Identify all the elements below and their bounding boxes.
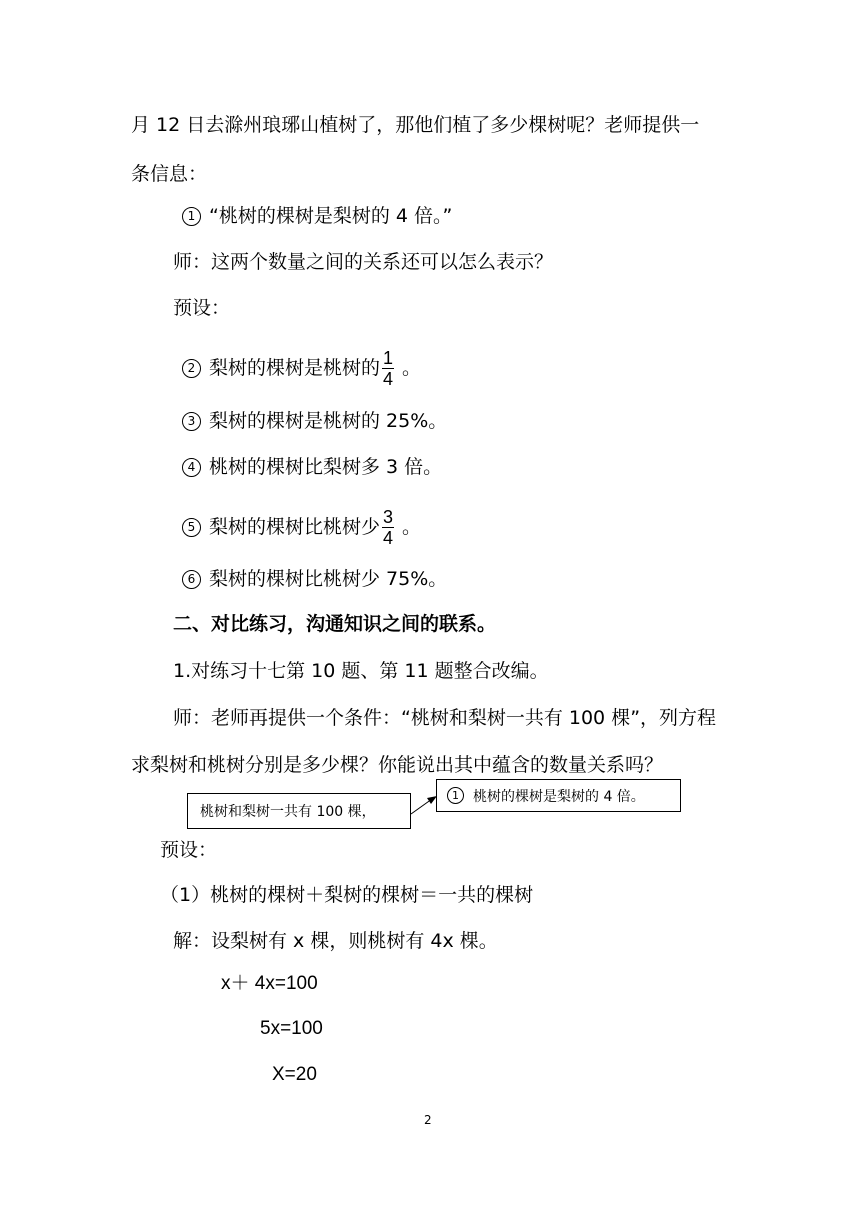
list-item-text: 桃树的棵树比梨树多 3 倍。 — [209, 456, 443, 478]
equation-line: x＋ 4x=100 — [221, 973, 318, 994]
teacher-question: 师：老师再提供一个条件：“桃树和梨树一共有 100 棵”，列方程 — [173, 707, 717, 729]
preset-label: 预设： — [160, 839, 218, 861]
relation-line: （1）桃树的棵树＋梨树的棵树＝一共的棵树 — [160, 884, 534, 906]
period: 。 — [402, 357, 422, 379]
exercise-line: 1.对练习十七第 10 题、第 11 题整合改编。 — [173, 660, 549, 682]
circled-number-marker: 2 — [182, 359, 201, 378]
equation-line: 5x=100 — [260, 1018, 323, 1039]
fraction — [382, 507, 394, 548]
fraction-numerator: 1 — [383, 348, 394, 368]
teacher-question: 师：这两个数量之间的关系还可以怎么表示？ — [173, 251, 554, 273]
condition-box-ratio — [436, 779, 681, 812]
condition-box-total — [187, 793, 411, 829]
list-item-1 — [182, 204, 452, 228]
box-text: 桃树和梨树一共有 100 棵， — [200, 804, 376, 820]
paragraph-line: 求梨树和桃树分别是多少棵？你能说出其中蕴含的数量关系吗？ — [131, 754, 664, 776]
list-item-2 — [182, 348, 421, 389]
list-item-3 — [182, 409, 447, 433]
circled-number-marker: 6 — [182, 570, 201, 589]
list-item-text: 梨树的棵树是桃树的 25%。 — [209, 410, 448, 432]
circled-number-marker: 3 — [182, 412, 201, 431]
list-item-text: 梨树的棵树比桃树少 75%。 — [209, 568, 448, 590]
list-item-text: 梨树的棵树是桃树的 — [209, 357, 381, 379]
box-text: 桃树的棵树是梨树的 4 倍。 — [473, 788, 645, 805]
circled-number-marker: 1 — [182, 207, 201, 226]
list-item-text: “桃树的棵树是梨树的 4 倍。” — [209, 205, 453, 227]
equation-line: X=20 — [272, 1064, 317, 1085]
solution-line: 解：设梨树有 x 棵，则桃树有 4x 棵。 — [173, 930, 498, 952]
circled-number-marker: 5 — [182, 518, 201, 537]
period: 。 — [402, 516, 422, 538]
fraction — [382, 348, 394, 389]
section-heading: 二、对比练习，沟通知识之间的联系。 — [173, 613, 497, 635]
fraction-denominator: 4 — [383, 528, 394, 548]
fraction-denominator: 4 — [383, 369, 394, 389]
list-item-text: 梨树的棵树比桃树少 — [209, 516, 381, 538]
list-item-6 — [182, 567, 447, 591]
page-number: 2 — [424, 1113, 432, 1127]
paragraph-line: 月 12 日去滁州琅琊山植树了，那他们植了多少棵树呢？老师提供一 — [131, 114, 700, 136]
paragraph-line: 条信息： — [131, 163, 208, 185]
list-item-5 — [182, 507, 421, 548]
list-item-4 — [182, 455, 442, 479]
fraction-numerator: 3 — [383, 507, 394, 527]
circled-number-marker: 4 — [182, 458, 201, 477]
circled-number-marker: 1 — [447, 787, 464, 804]
preset-label: 预设： — [173, 297, 231, 319]
